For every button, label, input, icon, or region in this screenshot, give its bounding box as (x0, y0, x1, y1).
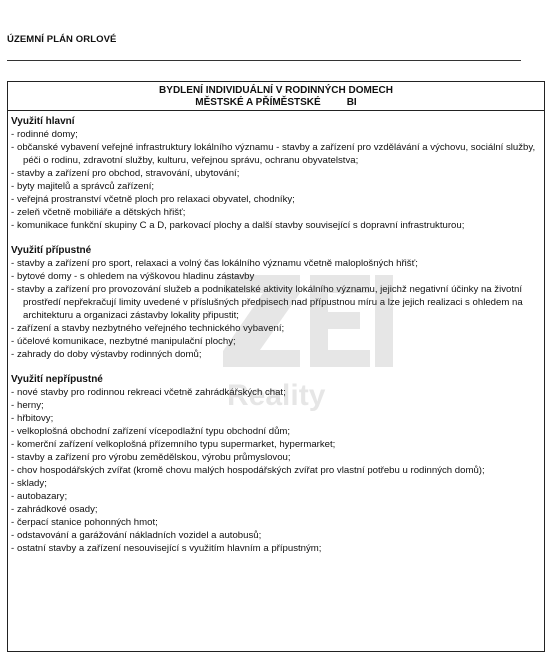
list-item-text: zeleň včetně mobiliáře a dětských hřišť; (17, 207, 186, 218)
watermark-text: Reality (227, 379, 326, 412)
list-item (11, 542, 544, 555)
list-item (11, 257, 544, 270)
dash-marker: - (11, 452, 15, 463)
section-list (11, 128, 544, 232)
dash-marker: - (11, 181, 15, 192)
list-item (11, 477, 544, 490)
header-divider (7, 60, 521, 61)
dash-marker: - (11, 439, 15, 450)
dash-marker: - (11, 207, 15, 218)
document-header: ÚZEMNÍ PLÁN ORLOVÉ (7, 34, 117, 45)
list-item-text: velkoplošná obchodní zařízení vícepodlažní typu obchodní dům; (17, 426, 291, 437)
list-item-text: autobazary; (17, 491, 68, 502)
dash-marker: - (11, 220, 15, 231)
list-item (11, 425, 544, 438)
list-item (11, 283, 544, 322)
dash-marker: - (11, 426, 15, 437)
list-item (11, 322, 544, 335)
list-item-text: stavby a zařízení pro výrobu zemědělskou, výrobu průmyslovou; (17, 452, 291, 463)
section-1 (11, 244, 544, 361)
list-item (11, 516, 544, 529)
table-title-line2-row (8, 97, 544, 109)
dash-marker: - (11, 400, 15, 411)
list-item-text: stavby a zařízení pro sport, relaxaci a volný čas lokálního významu včetně maloplošných hřišť; (17, 258, 418, 269)
dash-marker: - (11, 129, 15, 140)
list-item (11, 412, 544, 425)
section-title: Využití přípustné (11, 245, 92, 256)
dash-marker: - (11, 168, 15, 179)
zone-code: BI (346, 97, 357, 108)
list-item-text: ostatní stavby a zařízení nesouvisející s využitím hlavním a přípustným; (17, 543, 322, 554)
table-content (8, 111, 544, 555)
list-item-text: zahrádkové osady; (17, 504, 98, 515)
list-item-text: zahrady do doby výstavby rodinných domů; (17, 349, 202, 360)
dash-marker: - (11, 194, 15, 205)
table-title (8, 82, 544, 111)
regulation-table (7, 81, 545, 652)
dash-marker: - (11, 387, 15, 398)
list-item-text: čerpací stanice pohonných hmot; (17, 517, 158, 528)
section-title: Využití nepřípustné (11, 374, 103, 385)
list-item-text: zařízení a stavby nezbytného veřejného technického vybavení; (17, 323, 285, 334)
dash-marker: - (11, 142, 15, 153)
list-item-text: stavby a zařízení pro provozování služeb a podnikatelské aktivity lokálního významu, jejichž negativní účinky na životní prostředí nepřekračují limity uvedené v příslušných předpisech nad přípustnou míru a lze jejich realizaci s ohledem na architekturu a organizaci zástavby lokality připustit; (17, 284, 523, 321)
list-item-text: chov hospodářských zvířat (kromě chovu malých hospodářských zvířat pro vlastní potřebu u rodinných domů); (17, 465, 485, 476)
list-item (11, 348, 544, 361)
list-item (11, 503, 544, 516)
list-item-text: sklady; (17, 478, 47, 489)
dash-marker: - (11, 349, 15, 360)
dash-marker: - (11, 284, 15, 295)
dash-marker: - (11, 491, 15, 502)
list-item-text: stavby a zařízení pro obchod, stravování, ubytování; (17, 168, 240, 179)
list-item (11, 219, 544, 232)
list-item (11, 167, 544, 180)
list-item (11, 141, 544, 167)
list-item (11, 206, 544, 219)
list-item-text: veřejná prostranství včetně ploch pro relaxaci obyvatel, chodníky; (17, 194, 295, 205)
section-0 (11, 115, 544, 232)
list-item-text: hřbitovy; (17, 413, 54, 424)
list-item (11, 451, 544, 464)
dash-marker: - (11, 478, 15, 489)
list-item (11, 128, 544, 141)
dash-marker: - (11, 517, 15, 528)
list-item (11, 386, 544, 399)
list-item-text: účelové komunikace, nezbytné manipulační plochy; (17, 336, 236, 347)
section-list (11, 257, 544, 361)
list-item (11, 438, 544, 451)
list-item-text: byty majitelů a správců zařízení; (17, 181, 155, 192)
list-item-text: rodinné domy; (17, 129, 78, 140)
dash-marker: - (11, 258, 15, 269)
list-item (11, 180, 544, 193)
list-item-text: komunikace funkční skupiny C a D, parkovací plochy a další stavby související s dopravní infrastrukturou; (17, 220, 465, 231)
dash-marker: - (11, 413, 15, 424)
list-item-text: herny; (17, 400, 44, 411)
list-item-text: občanské vybavení veřejné infrastruktury lokálního významu - stavby a zařízení pro vzdělávání a výchovu, sociální služby, péči o rodinu, zdravotní služby, kulturu, veřejnou správu, ochranu obyvatelstva; (17, 142, 536, 166)
list-item (11, 193, 544, 206)
section-title: Využití hlavní (11, 116, 75, 127)
list-item (11, 335, 544, 348)
list-item (11, 490, 544, 503)
dash-marker: - (11, 543, 15, 554)
table-title-line2: MĚSTSKÉ A PŘÍMĚSTSKÉ (195, 97, 321, 108)
section-2 (11, 373, 544, 555)
list-item (11, 529, 544, 542)
dash-marker: - (11, 336, 15, 347)
dash-marker: - (11, 465, 15, 476)
list-item (11, 399, 544, 412)
dash-marker: - (11, 504, 15, 515)
list-item-text: komerční zařízení velkoplošná přízemního typu supermarket, hypermarket; (17, 439, 336, 450)
list-item-text: nové stavby pro rodinnou rekreaci včetně zahrádkářských chat; (17, 387, 286, 398)
section-list (11, 386, 544, 555)
list-item-text: odstavování a garážování nákladních vozidel a autobusů; (17, 530, 262, 541)
dash-marker: - (11, 530, 15, 541)
list-item (11, 464, 544, 477)
list-item-text: bytové domy - s ohledem na výškovou hladinu zástavby (17, 271, 255, 282)
dash-marker: - (11, 271, 15, 282)
dash-marker: - (11, 323, 15, 334)
list-item (11, 270, 544, 283)
table-title-line1: BYDLENÍ INDIVIDUÁLNÍ V RODINNÝCH DOMECH (159, 85, 393, 96)
